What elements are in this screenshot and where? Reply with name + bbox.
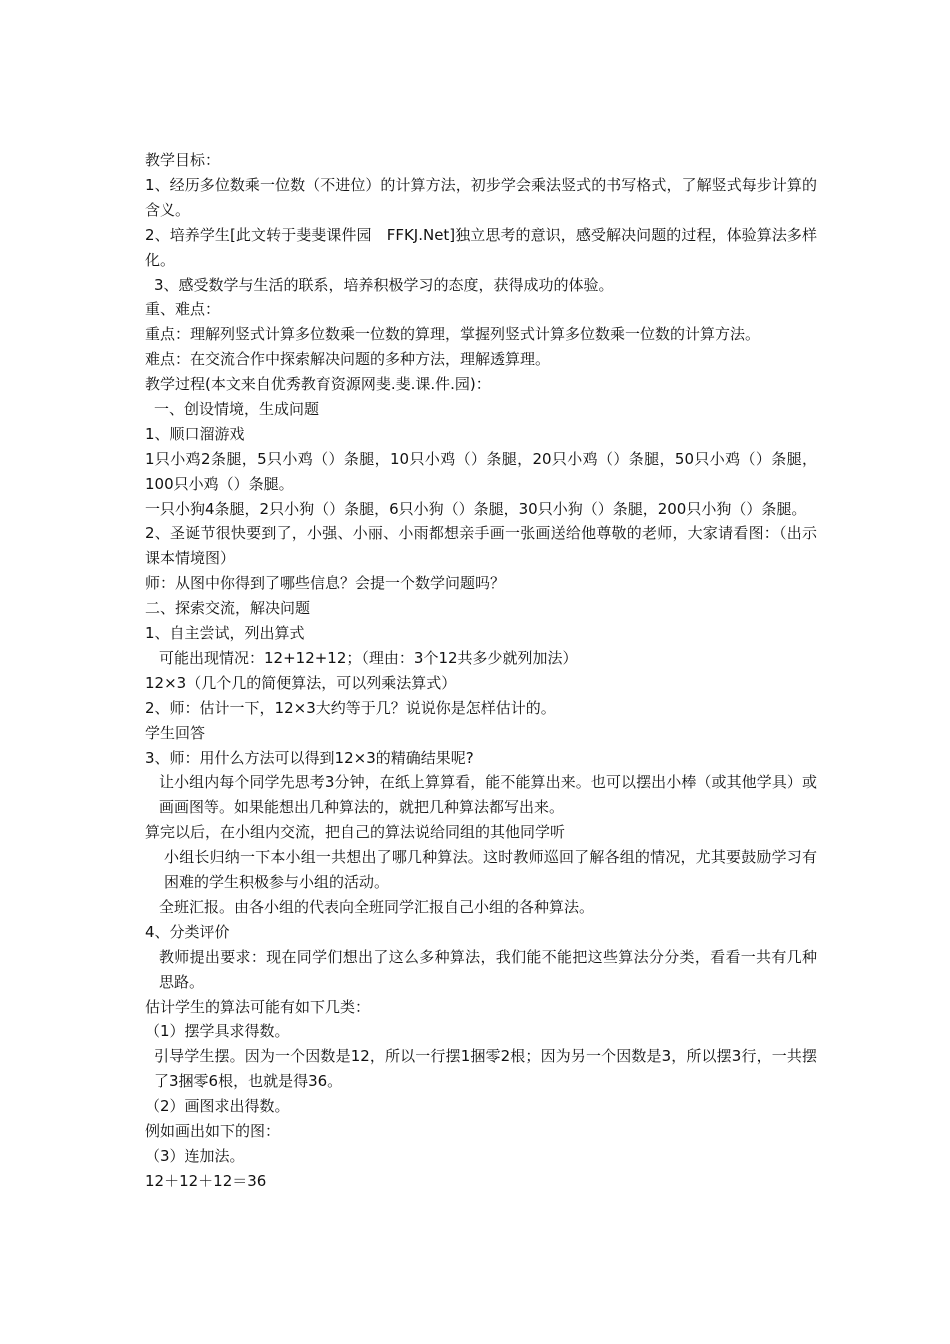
method-3-formula: 12＋12＋12＝36	[145, 1171, 267, 1190]
group-thinking: 让小组内每个同学先思考3分钟，在纸上算算看，能不能算出来。也可以摆出小棒（或其他学具）或画画图等。如果能想出几种算法的，就把几种算法都写出来。	[159, 773, 817, 817]
method-1-detail: 引导学生摆。因为一个因数是12，所以一行摆1捆零2根；因为另一个因数是3，所以摆3行，一共摆了3捆零6根，也就是得36。	[154, 1047, 817, 1091]
heading-key-points: 重、难点：	[145, 300, 221, 319]
key-point: 重点：理解列竖式计算多位数乘一位数的算理，掌握列竖式计算多位数乘一位数的计算方法。	[145, 325, 761, 344]
teacher-question: 师：从图中你得到了哪些信息？会提一个数学问题吗？	[145, 574, 506, 593]
student-answer: 学生回答	[145, 723, 206, 742]
goal-1: 1、经历多位数乘一位数（不进位）的计算方法，初步学会乘法竖式的书写格式，了解竖式每步计算的含义。	[145, 175, 817, 219]
rhyme-chickens: 1只小鸡2条腿，5只小鸡（）条腿，10只小鸡（）条腿，20只小鸡（）条腿，50只小鸡（）条腿，100只小鸡（）条腿。	[145, 449, 817, 493]
possible-situation: 可能出现情况：12+12+12；（理由：3个12共多少就列加法）	[159, 648, 578, 667]
class-report: 全班汇报。由各小组的代表向全班同学汇报自己小组的各种算法。	[159, 897, 595, 916]
exact-result-question: 3、师：用什么方法可以得到12×3的精确结果呢?	[145, 748, 474, 767]
method-3-title: （3）连加法。	[145, 1146, 245, 1165]
section-2-title: 二、探索交流，解决问题	[145, 599, 311, 618]
difficult-point: 难点：在交流合作中探索解决问题的多种方法，理解透算理。	[145, 350, 551, 369]
method-1-title: （1）摆学具求得数。	[145, 1022, 290, 1041]
document-body	[145, 148, 817, 1194]
step-classify-title: 4、分类评价	[145, 922, 230, 941]
step-1-title: 1、顺口溜游戏	[145, 424, 245, 443]
estimate-question: 2、师：估计一下，12×3大约等于几？说说你是怎样估计的。	[145, 698, 556, 717]
goal-3: 3、感受数学与生活的联系，培养积极学习的态度，获得成功的体验。	[154, 275, 614, 294]
rhyme-dogs: 一只小狗4条腿，2只小狗（）条腿，6只小狗（）条腿，30只小狗（）条腿，200只小狗（）条腿。	[145, 499, 807, 518]
heading-teaching-goals: 教学目标：	[145, 151, 221, 169]
heading-teaching-process: 教学过程(本文来自优秀教育资源网斐.斐.课.件.园)：	[145, 375, 491, 394]
multiplication-expression: 12×3（几个几的简便算法，可以列乘法算式）	[145, 673, 457, 692]
section-1-title: 一、创设情境，生成问题	[154, 399, 320, 418]
estimate-categories: 估计学生的算法可能有如下几类：	[145, 997, 371, 1016]
goal-2: 2、培养学生[此文转于斐斐课件园 FFKJ.Net]独立思考的意识，感受解决问题的过程，体验算法多样化。	[145, 225, 817, 269]
step-2-christmas: 2、圣诞节很快要到了，小强、小丽、小雨都想亲手画一张画送给他尊敬的老师，大家请看图：（出示课本情境图）	[145, 524, 817, 568]
group-exchange: 算完以后，在小组内交流，把自己的算法说给同组的其他同学听	[145, 823, 566, 842]
step-try-title: 1、自主尝试，列出算式	[145, 624, 305, 643]
method-2-example: 例如画出如下的图：	[145, 1121, 281, 1140]
group-leader-summary: 小组长归纳一下本小组一共想出了哪几种算法。这时教师巡回了解各组的情况，尤其要鼓励学习有困难的学生积极参与小组的活动。	[164, 848, 817, 891]
method-2-title: （2）画图求出得数。	[145, 1097, 290, 1116]
teacher-requirement: 教师提出要求：现在同学们想出了这么多种算法，我们能不能把这些算法分分类，看看一共有几种思路。	[159, 947, 817, 991]
